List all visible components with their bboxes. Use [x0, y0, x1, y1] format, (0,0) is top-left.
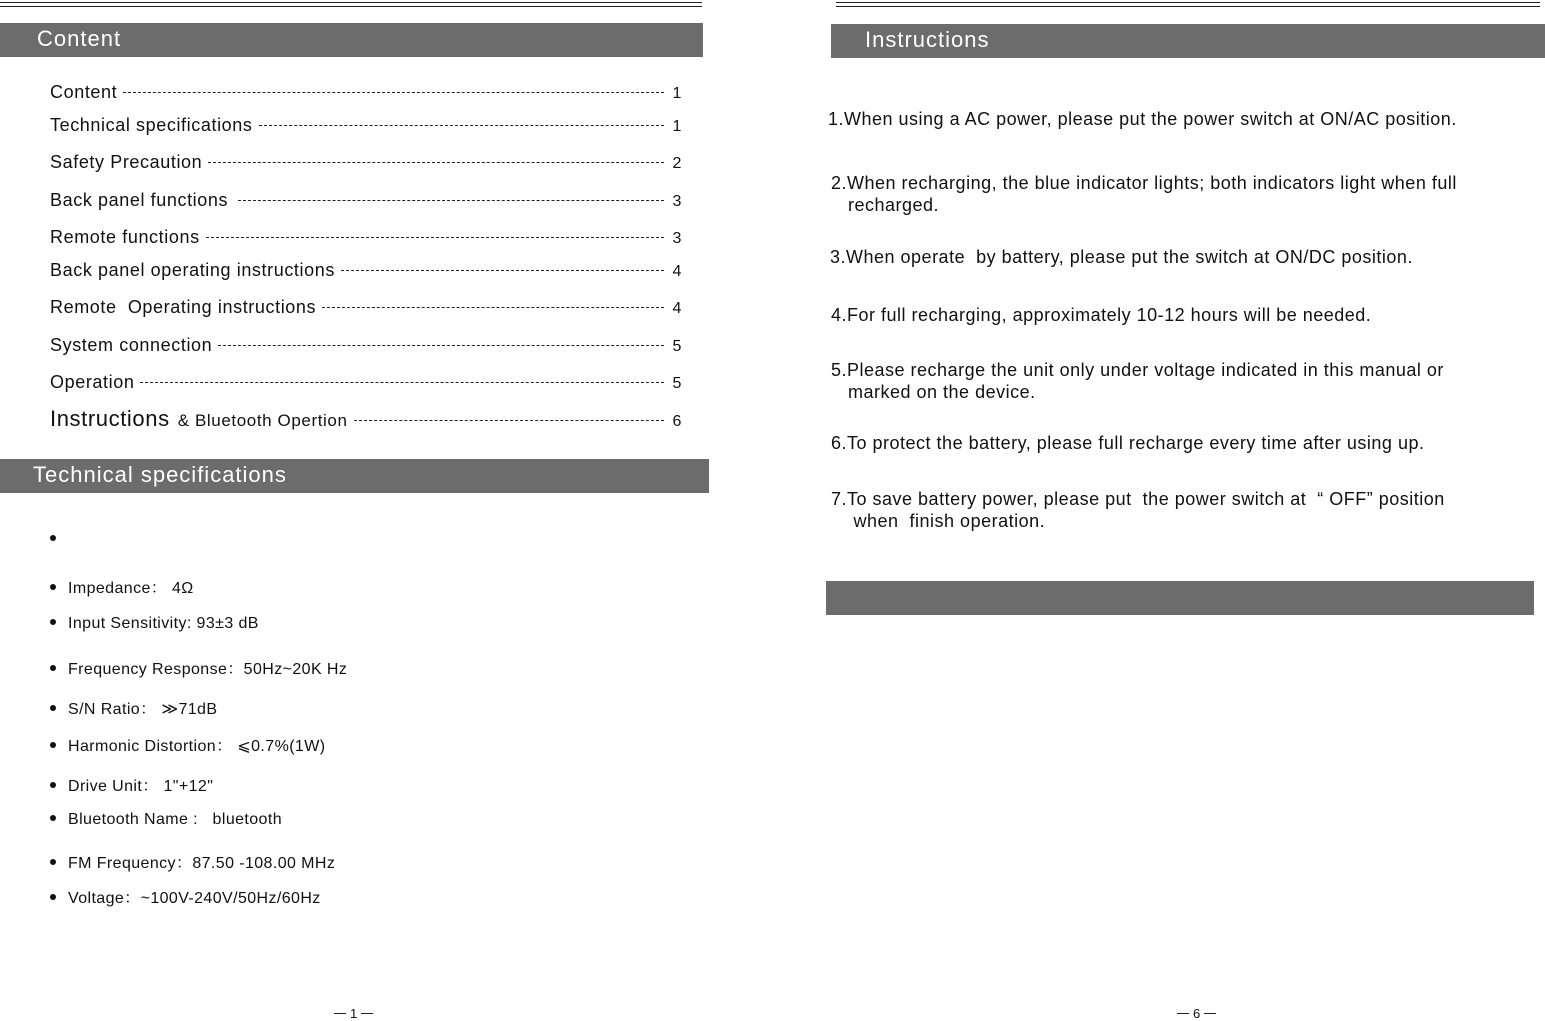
- instruction-item: [831, 488, 1545, 532]
- spec-text: Voltage：~100V-240V/50Hz/60Hz: [68, 890, 321, 907]
- toc-leader: [123, 92, 664, 93]
- page-number: 6: [1193, 1006, 1201, 1021]
- spec-heading-band: [0, 459, 709, 493]
- page-number: 1: [350, 1006, 358, 1021]
- bullet-icon: [50, 619, 56, 625]
- top-rule-right-2: [836, 6, 1540, 7]
- instruction-item: [831, 304, 1545, 326]
- spec-text: Input Sensitivity: 93±3 dB: [68, 615, 259, 632]
- spec-item: [50, 696, 217, 719]
- spec-item: [50, 656, 347, 679]
- toc-page: 3: [672, 230, 682, 247]
- top-rule-left-2: [0, 6, 702, 7]
- toc-label: Technical specifications: [50, 115, 253, 135]
- toc-row[interactable]: [50, 406, 682, 432]
- toc-row[interactable]: [50, 260, 682, 281]
- instructions-heading-band: [831, 24, 1545, 58]
- bullet-icon: [50, 665, 56, 671]
- toc-row[interactable]: [50, 227, 682, 248]
- bullet-icon: [50, 782, 56, 788]
- toc-leader: [322, 307, 664, 308]
- page-dash: [1177, 1013, 1189, 1014]
- instruction-item: [831, 432, 1545, 454]
- instruction-line: recharged.: [848, 195, 940, 215]
- toc-row[interactable]: [50, 335, 682, 356]
- instruction-item: [830, 246, 1545, 268]
- page-dash: [334, 1013, 346, 1014]
- toc-page: 2: [672, 155, 682, 172]
- toc-page: 4: [672, 300, 682, 317]
- spec-item: [50, 733, 325, 756]
- instruction-line: marked on the device.: [848, 382, 1036, 402]
- toc-row[interactable]: [50, 152, 682, 173]
- instruction-line: 4.For full recharging, approximately 10-12 hours will be needed.: [831, 305, 1372, 325]
- spec-text: FM Frequency：87.50 -108.00 MHz: [68, 855, 336, 872]
- instruction-line: 2.When recharging, the blue indicator lights; both indicators light when full: [831, 173, 1457, 193]
- page-dash: [1204, 1013, 1216, 1014]
- page-dash: [361, 1013, 373, 1014]
- toc-leader: [206, 237, 664, 238]
- toc-row[interactable]: [50, 82, 682, 103]
- spec-text: S/N Ratio： ≫71dB: [68, 701, 218, 718]
- spec-item: [50, 885, 321, 908]
- content-heading-band: [0, 23, 703, 57]
- spec-item: [50, 773, 213, 796]
- toc-sub-label: & Bluetooth Opertion: [177, 411, 348, 430]
- spec-heading: Technical specifications: [33, 462, 287, 487]
- toc-label: Content: [50, 82, 118, 102]
- bullet-icon: [50, 742, 56, 748]
- toc-label: Back panel operating instructions: [50, 260, 335, 280]
- page-number-right: [1173, 1006, 1220, 1021]
- bullet-icon: [50, 815, 56, 821]
- content-heading: Content: [37, 26, 122, 51]
- toc-leader: [341, 270, 664, 271]
- toc-row[interactable]: [50, 190, 682, 211]
- instruction-line: 7.To save battery power, please put the power switch at “ OFF” position: [831, 489, 1445, 509]
- spec-text: Impedance： 4Ω: [68, 580, 194, 597]
- spec-text: Harmonic Distortion： ⩽0.7%(1W): [68, 738, 326, 755]
- empty-heading-band: [826, 581, 1534, 615]
- toc-row[interactable]: [50, 372, 682, 393]
- instruction-line: 1.When using a AC power, please put the power switch at ON/AC position.: [828, 109, 1457, 129]
- bullet-icon: [50, 705, 56, 711]
- spec-item: [50, 850, 335, 873]
- toc-page: 5: [672, 375, 682, 392]
- bullet-icon: [50, 859, 56, 865]
- instruction-item: [831, 172, 1545, 216]
- toc-leader: [238, 200, 664, 201]
- spec-item: [50, 538, 68, 544]
- toc-page: 5: [672, 338, 682, 355]
- toc-leader: [208, 162, 664, 163]
- instruction-line: 3.When operate by battery, please put the switch at ON/DC position.: [830, 247, 1413, 267]
- spec-item: [50, 811, 282, 829]
- spec-text: Frequency Response：50Hz~20K Hz: [68, 661, 348, 678]
- instruction-item: [831, 359, 1545, 403]
- page-number-left: [330, 1006, 377, 1021]
- instruction-line: 6.To protect the battery, please full recharge every time after using up.: [831, 433, 1425, 453]
- toc-leader: [218, 345, 664, 346]
- bullet-icon: [50, 894, 56, 900]
- toc-row[interactable]: [50, 297, 682, 318]
- bullet-icon: [50, 584, 56, 590]
- toc-label: Operation: [50, 372, 135, 392]
- spec-text: Drive Unit： 1"+12": [68, 778, 214, 795]
- toc-leader: [140, 382, 664, 383]
- instructions-heading: Instructions: [865, 27, 990, 52]
- toc-label: Safety Precaution: [50, 152, 203, 172]
- instruction-line: 5.Please recharge the unit only under voltage indicated in this manual or: [831, 360, 1444, 380]
- toc-label: System connection: [50, 335, 213, 355]
- spec-item: [50, 615, 259, 633]
- toc-leader: [259, 125, 665, 126]
- toc-page: 6: [672, 413, 682, 430]
- toc-page: 4: [672, 263, 682, 280]
- spec-item: [50, 575, 194, 598]
- toc-label: Remote Operating instructions: [50, 297, 317, 317]
- toc-row[interactable]: [50, 115, 682, 136]
- toc-label: Remote functions: [50, 227, 200, 247]
- toc-leader: [354, 420, 664, 421]
- instruction-line: when finish operation.: [848, 511, 1046, 531]
- spec-text: Bluetooth Name : bluetooth: [68, 811, 282, 828]
- toc-label: Back panel functions: [50, 190, 229, 210]
- instruction-item: [828, 108, 1543, 130]
- bullet-icon: [50, 535, 56, 541]
- top-rule-left-1: [0, 2, 702, 3]
- toc-label: Instructions: [50, 406, 170, 431]
- toc-page: 1: [672, 85, 682, 102]
- toc-page: 1: [672, 118, 682, 135]
- top-rule-right-1: [836, 2, 1540, 3]
- toc-page: 3: [672, 193, 682, 210]
